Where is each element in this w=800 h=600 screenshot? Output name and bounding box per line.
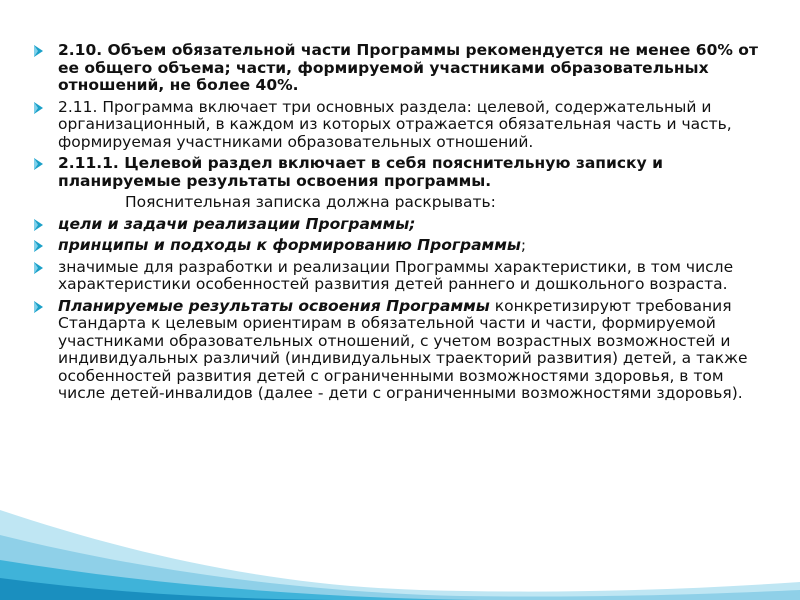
arrow-bullet-icon [32,300,44,314]
slide-content [30,42,775,407]
list-item-lead: принципы и подходы к формированию Программы [58,236,521,254]
list-item-text: 2.11. Программа включает три основных раздела: целевой, содержательный и организационный, в каждом из которых отражается обязательная часть и часть, формируемая участниками образовательных отношений. [58,97,732,151]
list-item-text: цели и задачи реализации Программы; [58,214,416,233]
list-item [30,237,775,255]
arrow-bullet-icon [32,261,44,275]
list-item [30,259,775,294]
decorative-wave [0,490,800,600]
list-item [30,298,775,403]
list-item-text: 2.10. Объем обязательной части Программы рекомендуется не менее 60% от ее общего объема; части, формируемой участниками образовательных отношений, не более 40%. [58,41,758,94]
list-item-lead: Планируемые результаты освоения Программы [58,296,490,315]
arrow-bullet-icon [32,101,44,115]
list-item-tail: конкретизируют требования Стандарта к целевым ориентирам в обязательной части и части, формируемой участниками образовательных отношений, с учетом возрастных возможностей и индивидуальных различий (индивидуальных траекторий развития) детей, а также особенностей развития детей с ограниченными возможностями здоровья, в том числе детей-инвалидов (далее - дети с ограниченными возможностями здоровья). [58,296,748,402]
list-item-subheading [30,194,775,212]
arrow-bullet-icon [32,218,44,232]
arrow-bullet-icon [32,239,44,253]
list-item [30,216,775,234]
arrow-bullet-icon [32,44,44,58]
list-item [30,42,775,95]
list-item [30,155,775,190]
subheading-text: Пояснительная записка должна раскрывать: [125,193,496,211]
bullet-list [30,42,775,403]
list-item [30,99,775,152]
arrow-bullet-icon [32,157,44,171]
list-item-tail: ; [520,236,527,254]
list-item-text: значимые для разработки и реализации Программы характеристики, в том числе характеристики особенностей развития детей раннего и дошкольного возраста. [58,257,734,293]
list-item-text: 2.11.1. Целевой раздел включает в себя пояснительную записку и планируемые результаты освоения программы. [58,154,663,190]
